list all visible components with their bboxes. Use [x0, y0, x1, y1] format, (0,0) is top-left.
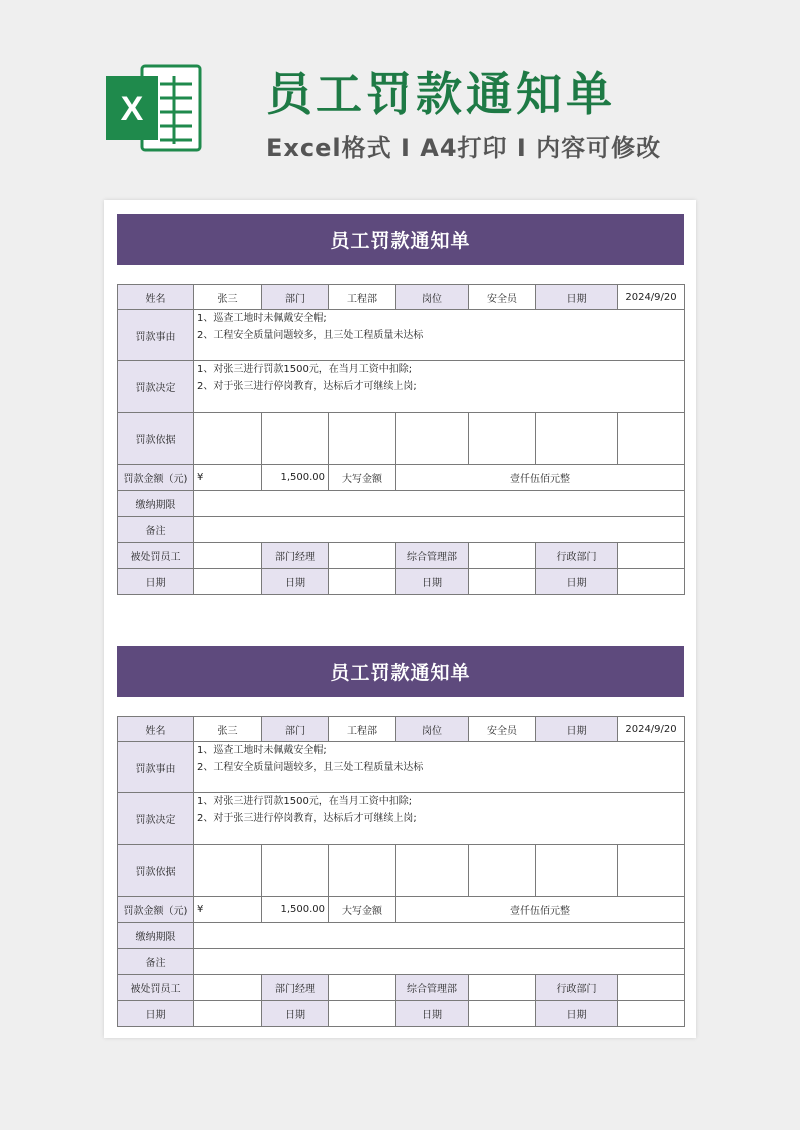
- sign-date-cell[interactable]: [618, 569, 685, 595]
- paper-sheet: [104, 200, 696, 1038]
- capital-label: 大写金额: [329, 465, 396, 491]
- sign-cell[interactable]: [194, 975, 262, 1001]
- sign-date-cell[interactable]: [194, 569, 262, 595]
- sign-label: 行政部门: [536, 543, 618, 569]
- sign-cell[interactable]: [194, 543, 262, 569]
- remark-cell[interactable]: [194, 517, 685, 543]
- currency-symbol: ¥: [194, 897, 262, 923]
- amount-label: 罚款金额（元): [118, 897, 194, 923]
- fine-notice-form: [117, 214, 684, 595]
- sign-label: 被处罚员工: [118, 543, 194, 569]
- sign-label: 部门经理: [262, 975, 329, 1001]
- excel-icon: [104, 60, 204, 156]
- capital-value[interactable]: 壹仟伍佰元整: [396, 897, 685, 923]
- sign-date-label: 日期: [536, 569, 618, 595]
- basis-cell[interactable]: [536, 845, 618, 897]
- position-label: 岗位: [396, 285, 469, 310]
- table-row: [118, 361, 685, 413]
- table-row: [118, 413, 685, 465]
- sign-date-label: 日期: [118, 569, 194, 595]
- basis-cell[interactable]: [396, 845, 469, 897]
- table-row: [118, 949, 685, 975]
- table-row: [118, 717, 685, 742]
- sign-label: 综合管理部: [396, 975, 469, 1001]
- deadline-cell[interactable]: [194, 491, 685, 517]
- sign-date-cell[interactable]: [329, 1001, 396, 1027]
- reason-line: 2、工程安全质量问题较多，且三处工程质量未达标: [197, 762, 424, 773]
- table-row: [118, 543, 685, 569]
- table-row: [118, 845, 685, 897]
- dept-label: 部门: [262, 285, 329, 310]
- deadline-label: 缴纳期限: [118, 923, 194, 949]
- basis-cell[interactable]: [262, 845, 329, 897]
- basis-cell[interactable]: [329, 413, 396, 465]
- table-row: [118, 897, 685, 923]
- table-row: [118, 517, 685, 543]
- basis-cell[interactable]: [194, 413, 262, 465]
- amount-value[interactable]: 1,500.00: [262, 897, 329, 923]
- fine-notice-form: [117, 646, 684, 1027]
- decision-line: 2、对于张三进行停岗教育，达标后才可继续上岗;: [197, 813, 417, 824]
- table-row: [118, 285, 685, 310]
- page-header: [0, 0, 800, 190]
- table-row: [118, 1001, 685, 1027]
- name-label: 姓名: [118, 285, 194, 310]
- sign-label: 行政部门: [536, 975, 618, 1001]
- deadline-cell[interactable]: [194, 923, 685, 949]
- table-row: [118, 923, 685, 949]
- dept-value[interactable]: 工程部: [329, 285, 396, 310]
- name-label: 姓名: [118, 717, 194, 742]
- decision-label: 罚款决定: [118, 361, 194, 413]
- basis-cell[interactable]: [329, 845, 396, 897]
- basis-label: 罚款依据: [118, 845, 194, 897]
- reason-label: 罚款事由: [118, 742, 194, 793]
- position-label: 岗位: [396, 717, 469, 742]
- form-table: [117, 716, 685, 1027]
- dept-value[interactable]: 工程部: [329, 717, 396, 742]
- decision-line: 1、对张三进行罚款1500元，在当月工资中扣除;: [197, 364, 413, 375]
- basis-cell[interactable]: [194, 845, 262, 897]
- name-value[interactable]: 张三: [194, 717, 262, 742]
- capital-label: 大写金额: [329, 897, 396, 923]
- table-row: [118, 569, 685, 595]
- table-row: [118, 793, 685, 845]
- table-row: [118, 742, 685, 793]
- decision-label: 罚款决定: [118, 793, 194, 845]
- basis-cell[interactable]: [618, 845, 685, 897]
- decision-line: 2、对于张三进行停岗教育，达标后才可继续上岗;: [197, 381, 417, 392]
- basis-cell[interactable]: [396, 413, 469, 465]
- sign-date-cell[interactable]: [194, 1001, 262, 1027]
- basis-cell[interactable]: [536, 413, 618, 465]
- table-row: [118, 975, 685, 1001]
- table-row: [118, 491, 685, 517]
- date-label: 日期: [536, 717, 618, 742]
- form-table: [117, 284, 685, 595]
- dept-label: 部门: [262, 717, 329, 742]
- reason-line: 2、工程安全质量问题较多，且三处工程质量未达标: [197, 330, 424, 341]
- sign-label: 综合管理部: [396, 543, 469, 569]
- sign-date-cell[interactable]: [469, 1001, 536, 1027]
- currency-symbol: ¥: [194, 465, 262, 491]
- remark-label: 备注: [118, 949, 194, 975]
- sign-cell[interactable]: [329, 975, 396, 1001]
- remark-cell[interactable]: [194, 949, 685, 975]
- sign-cell[interactable]: [618, 975, 685, 1001]
- page-title: 员工罚款通知单: [266, 67, 616, 121]
- sign-cell[interactable]: [329, 543, 396, 569]
- basis-cell[interactable]: [262, 413, 329, 465]
- table-row: [118, 465, 685, 491]
- reason-cell[interactable]: [194, 310, 685, 361]
- decision-line: 1、对张三进行罚款1500元，在当月工资中扣除;: [197, 796, 413, 807]
- reason-line: 1、巡查工地时未佩戴安全帽;: [197, 745, 327, 756]
- sign-label: 被处罚员工: [118, 975, 194, 1001]
- basis-cell[interactable]: [469, 413, 536, 465]
- sign-date-label: 日期: [262, 569, 329, 595]
- basis-label: 罚款依据: [118, 413, 194, 465]
- sign-label: 部门经理: [262, 543, 329, 569]
- sign-cell[interactable]: [469, 975, 536, 1001]
- date-value[interactable]: 2024/9/20: [618, 717, 685, 742]
- date-label: 日期: [536, 285, 618, 310]
- decision-cell[interactable]: [194, 361, 685, 413]
- amount-label: 罚款金额（元): [118, 465, 194, 491]
- sign-date-label: 日期: [396, 1001, 469, 1027]
- position-value[interactable]: 安全员: [469, 717, 536, 742]
- sign-date-label: 日期: [396, 569, 469, 595]
- reason-label: 罚款事由: [118, 310, 194, 361]
- sign-cell[interactable]: [469, 543, 536, 569]
- form-title: 员工罚款通知单: [117, 214, 684, 265]
- deadline-label: 缴纳期限: [118, 491, 194, 517]
- reason-line: 1、巡查工地时未佩戴安全帽;: [197, 313, 327, 324]
- capital-value[interactable]: 壹仟伍佰元整: [396, 465, 685, 491]
- amount-value[interactable]: 1,500.00: [262, 465, 329, 491]
- name-value[interactable]: 张三: [194, 285, 262, 310]
- sign-date-label: 日期: [536, 1001, 618, 1027]
- remark-label: 备注: [118, 517, 194, 543]
- page-subtitle: Excel格式 Ⅰ A4打印 Ⅰ 内容可修改: [266, 134, 662, 162]
- sign-cell[interactable]: [618, 543, 685, 569]
- date-value[interactable]: 2024/9/20: [618, 285, 685, 310]
- reason-cell[interactable]: [194, 742, 685, 793]
- basis-cell[interactable]: [469, 845, 536, 897]
- sign-date-label: 日期: [118, 1001, 194, 1027]
- decision-cell[interactable]: [194, 793, 685, 845]
- sign-date-label: 日期: [262, 1001, 329, 1027]
- form-title: 员工罚款通知单: [117, 646, 684, 697]
- sign-date-cell[interactable]: [618, 1001, 685, 1027]
- svg-text:X: X: [120, 90, 144, 128]
- sign-date-cell[interactable]: [469, 569, 536, 595]
- table-row: [118, 310, 685, 361]
- sign-date-cell[interactable]: [329, 569, 396, 595]
- position-value[interactable]: 安全员: [469, 285, 536, 310]
- basis-cell[interactable]: [618, 413, 685, 465]
